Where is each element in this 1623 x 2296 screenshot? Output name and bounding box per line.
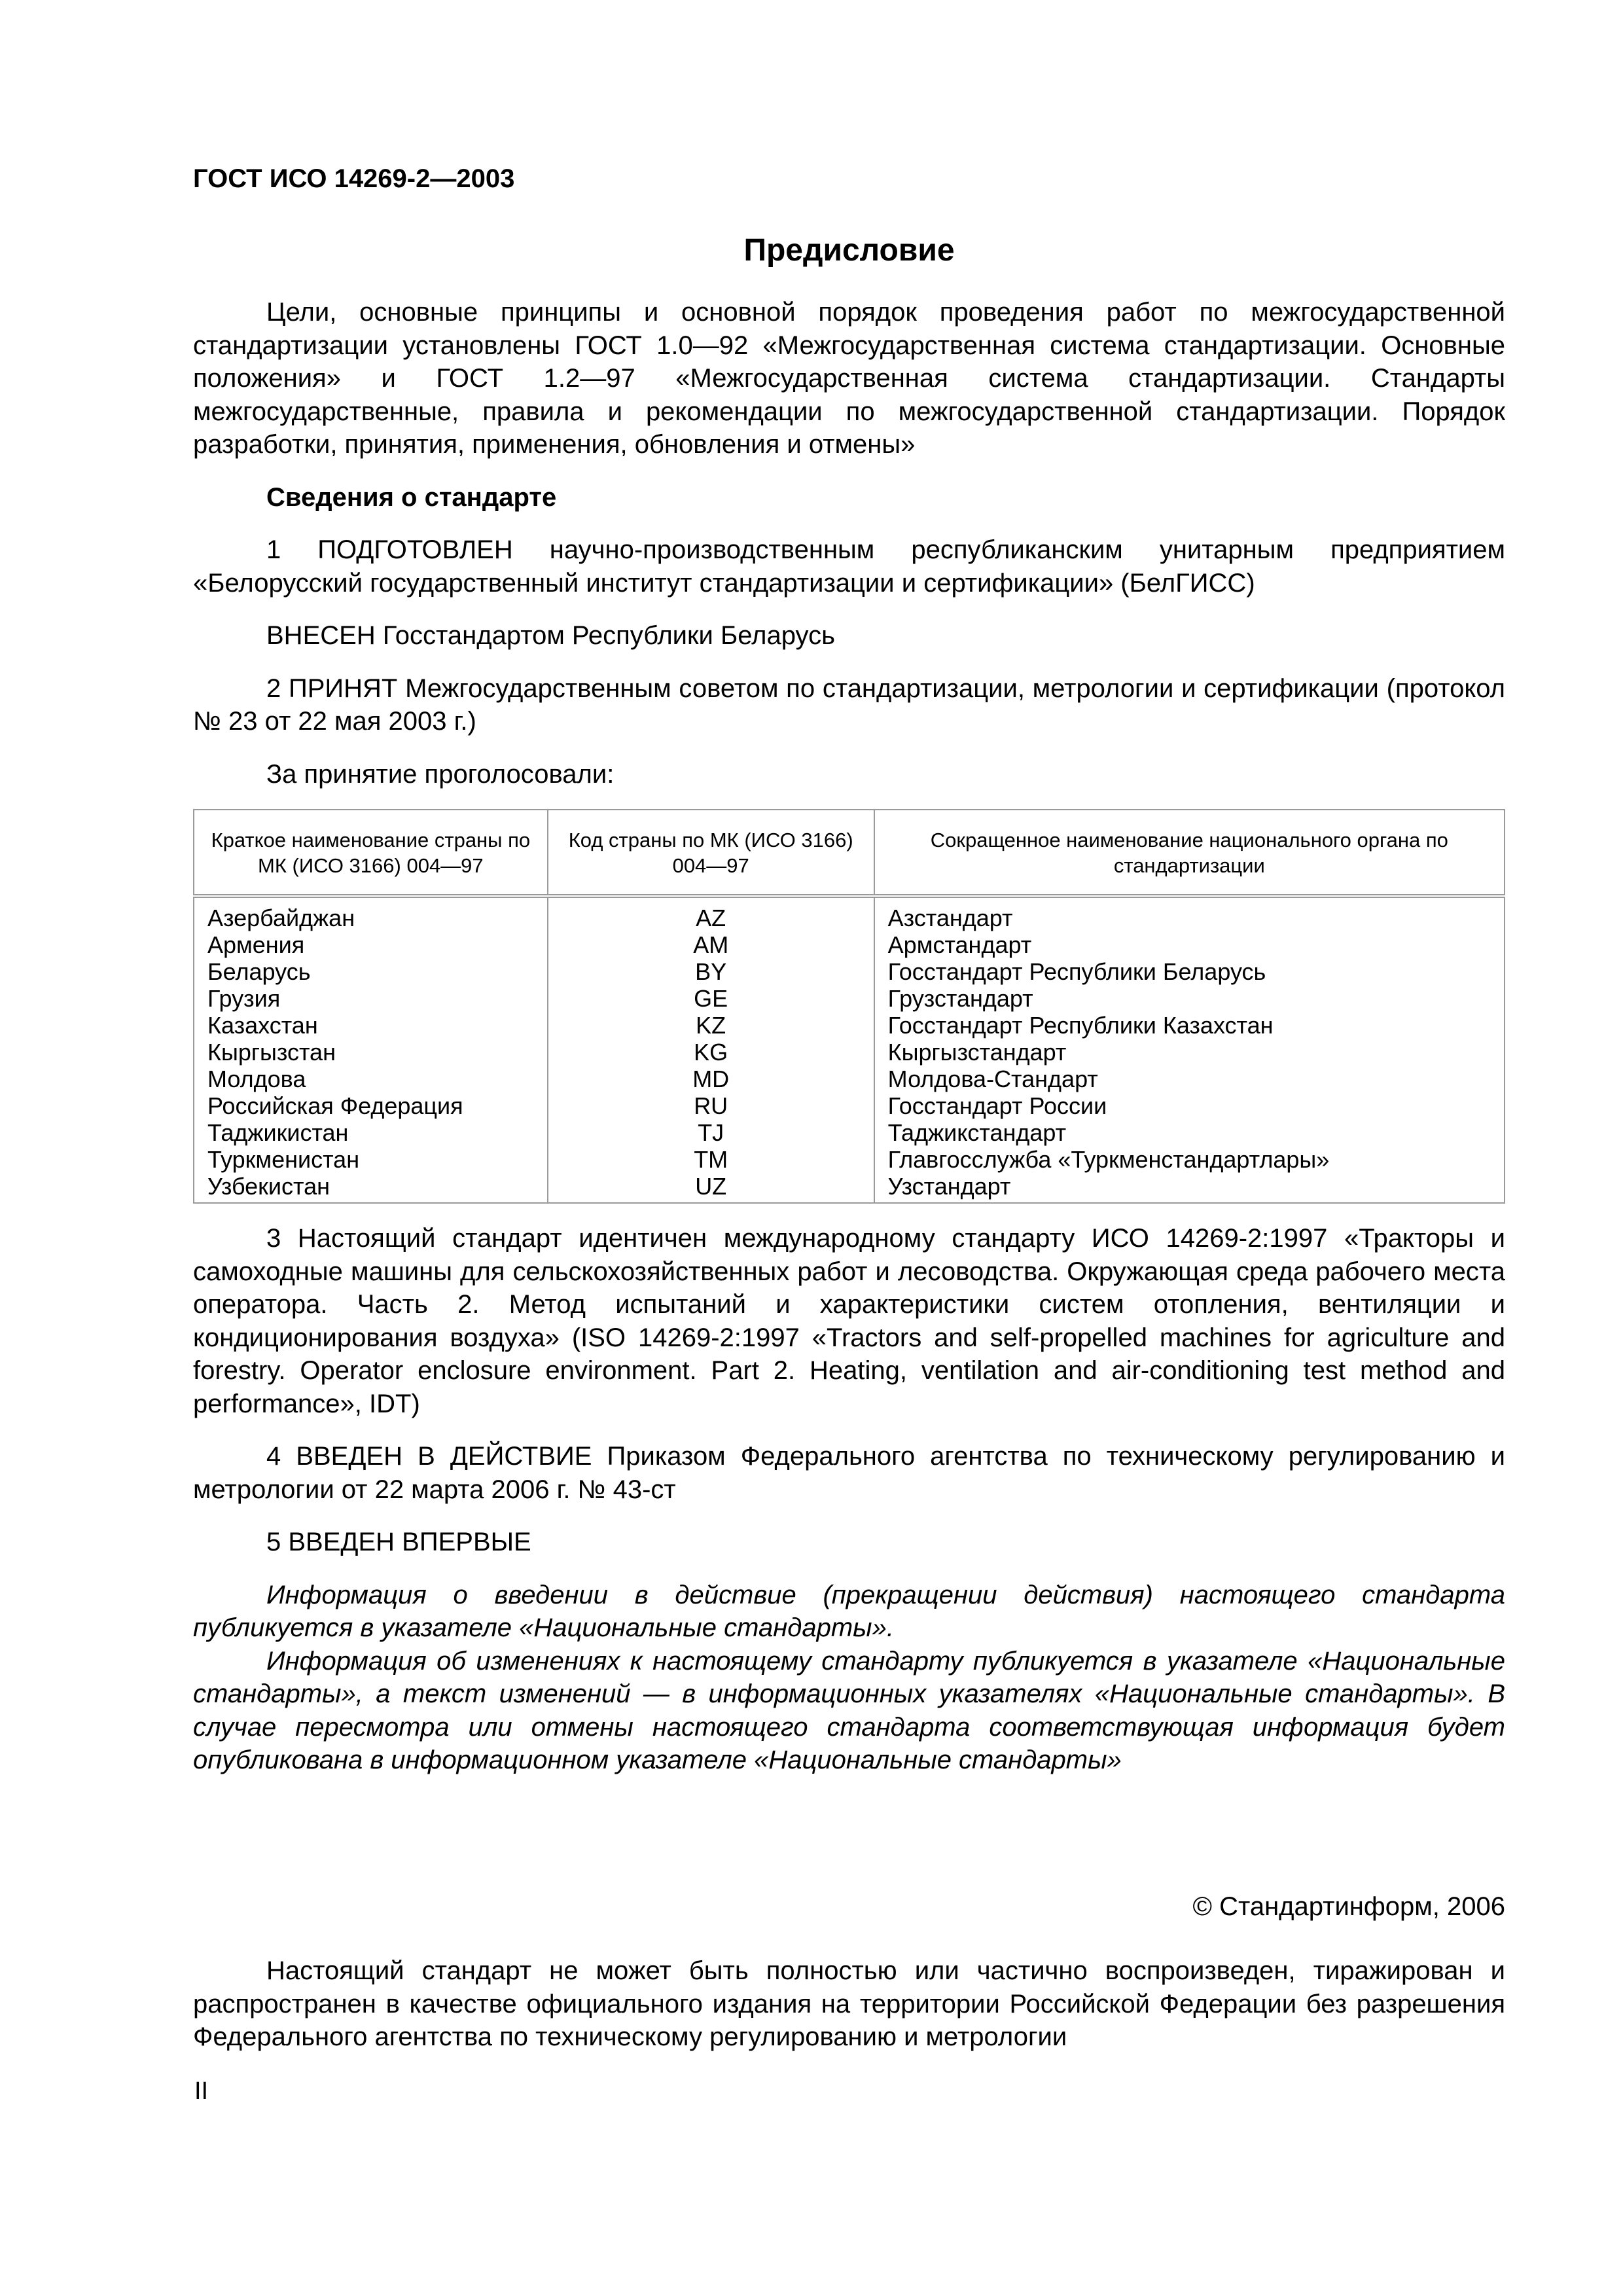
country-name: Узбекистан [194,1173,548,1203]
country-name: Беларусь [194,958,548,985]
item-put-into-effect: 4 ВВЕДЕН В ДЕЙСТВИЕ Приказом Федерального агентства по техническому регулированию и метрологии от 22 марта 2006 г. № 43-ст [193,1442,1505,1504]
item-prepared: 1 ПОДГОТОВЛЕН научно-производственным республиканским унитарным предприятием «Белорусский государственный институт стандартизации и сертификации» (БелГИСС) [193,535,1505,598]
table-row [194,985,1505,1012]
info-heading: Сведения о стандарте [266,482,557,512]
item-introduced-by: ВНЕСЕН Госстандартом Республики Беларусь [266,621,835,650]
national-body: Таджикстандарт [874,1119,1505,1146]
national-body: Молдова-Стандарт [874,1066,1505,1092]
national-body: Госстандарт России [874,1092,1505,1119]
table-row [194,1066,1505,1092]
country-code: UZ [548,1173,874,1203]
table-row [194,958,1505,985]
country-code: AM [548,931,874,958]
country-name: Молдова [194,1066,548,1092]
voted-label: За принятие проголосовали: [266,759,615,789]
table-row [194,1173,1505,1203]
intro-paragraph: Цели, основные принципы и основной порядок проведения работ по межгосударственной стандартизации установлены ГОСТ 1.0—92 «Межгосударственная система стандартизации. Основные положения» и ГОСТ 1.2—97 «Межгосударственная система стандартизации. Стандарты межгосударственные, правила и рекомендации по межгосударственной стандартизации. Порядок разработки, принятия, применения, обновления и отмены» [193,298,1505,459]
copyright-notice: © Стандартинформ, 2006 [1192,1892,1505,1921]
table-row [194,896,1505,931]
voting-countries-table [193,809,1505,1204]
national-body: Узстандарт [874,1173,1505,1203]
country-code: KG [548,1039,874,1066]
country-code: AZ [548,896,874,931]
page-title: Предисловие [743,233,955,268]
country-code: BY [548,958,874,985]
item-identical-standard: 3 Настоящий стандарт идентичен международному стандарту ИСО 14269-2:1997 «Тракторы и самоходные машины для сельскохозяйственных работ и лесоводства. Окружающая среда рабочего места оператора. Часть 2. Метод испытаний и характеристики систем отопления, вентиляции и кондиционирования воздуха» (ISO 14269-2:1997 «Tractors and self-propelled machines for agriculture and forestry. Operator enclosure environment. Part 2. Heating, ventilation and air-conditioning test method and performance», IDT) [193,1224,1505,1418]
reproduction-notice: Настоящий стандарт не может быть полностью или частично воспроизведен, тиражирован и распространен в качестве официального издания на территории Российской Федерации без разрешения Федерального агентства по техническому регулированию и метрологии [193,1956,1505,2051]
country-name: Грузия [194,985,548,1012]
item-first-introduced: 5 ВВЕДЕН ВПЕРВЫЕ [266,1528,531,1556]
reproduction-notice-block [193,1954,1505,2054]
national-body: Грузстандарт [874,985,1505,1012]
header-country: Краткое наименование страны по МК (ИСО 3166) 004—97 [194,810,548,896]
country-code: KZ [548,1012,874,1039]
country-code: MD [548,1066,874,1092]
document-header: ГОСТ ИСО 14269-2—2003 [193,164,515,193]
header-code: Код страны по МК (ИСО 3166) 004—97 [548,810,874,896]
table-row [194,1146,1505,1173]
foreword-body [193,296,1505,1797]
country-name: Армения [194,931,548,958]
country-code: GE [548,985,874,1012]
table-header-row [194,810,1505,896]
national-body: Госстандарт Республики Казахстан [874,1012,1505,1039]
national-body: Госстандарт Республики Беларусь [874,958,1505,985]
info-note-changes: Информация об изменениях к настоящему стандарту публикуется в указателе «Национальные стандарты», а текст изменений — в информационных указателях «Национальные стандарты». В случае пересмотра или отмены настоящего стандарта соответствующая информация будет опубликована в информационном указателе «Национальные стандарты» [193,1646,1505,1774]
page-number: II [194,2077,209,2105]
country-name: Туркменистан [194,1146,548,1173]
table-row [194,1012,1505,1039]
table-row [194,1119,1505,1146]
header-national-body: Сокращенное наименование национального органа по стандартизации [874,810,1505,896]
table-row [194,1092,1505,1119]
country-name: Кыргызстан [194,1039,548,1066]
table-row [194,931,1505,958]
national-body: Армстандарт [874,931,1505,958]
country-name: Таджикистан [194,1119,548,1146]
country-code: TM [548,1146,874,1173]
country-code: RU [548,1092,874,1119]
item-adopted: 2 ПРИНЯТ Межгосударственным советом по стандартизации, метрологии и сертификации (протокол № 23 от 22 мая 2003 г.) [193,673,1505,736]
table-row [194,1039,1505,1066]
country-name: Российская Федерация [194,1092,548,1119]
country-name: Азербайджан [194,896,548,931]
national-body: Кыргызстандарт [874,1039,1505,1066]
national-body: Азстандарт [874,896,1505,931]
country-code: TJ [548,1119,874,1146]
info-note-effect: Информация о введении в действие (прекращении действия) настоящего стандарта публикуется в указателе «Национальные стандарты». [193,1580,1505,1642]
country-name: Казахстан [194,1012,548,1039]
national-body: Главгосслужба «Туркменстандартлары» [874,1146,1505,1173]
